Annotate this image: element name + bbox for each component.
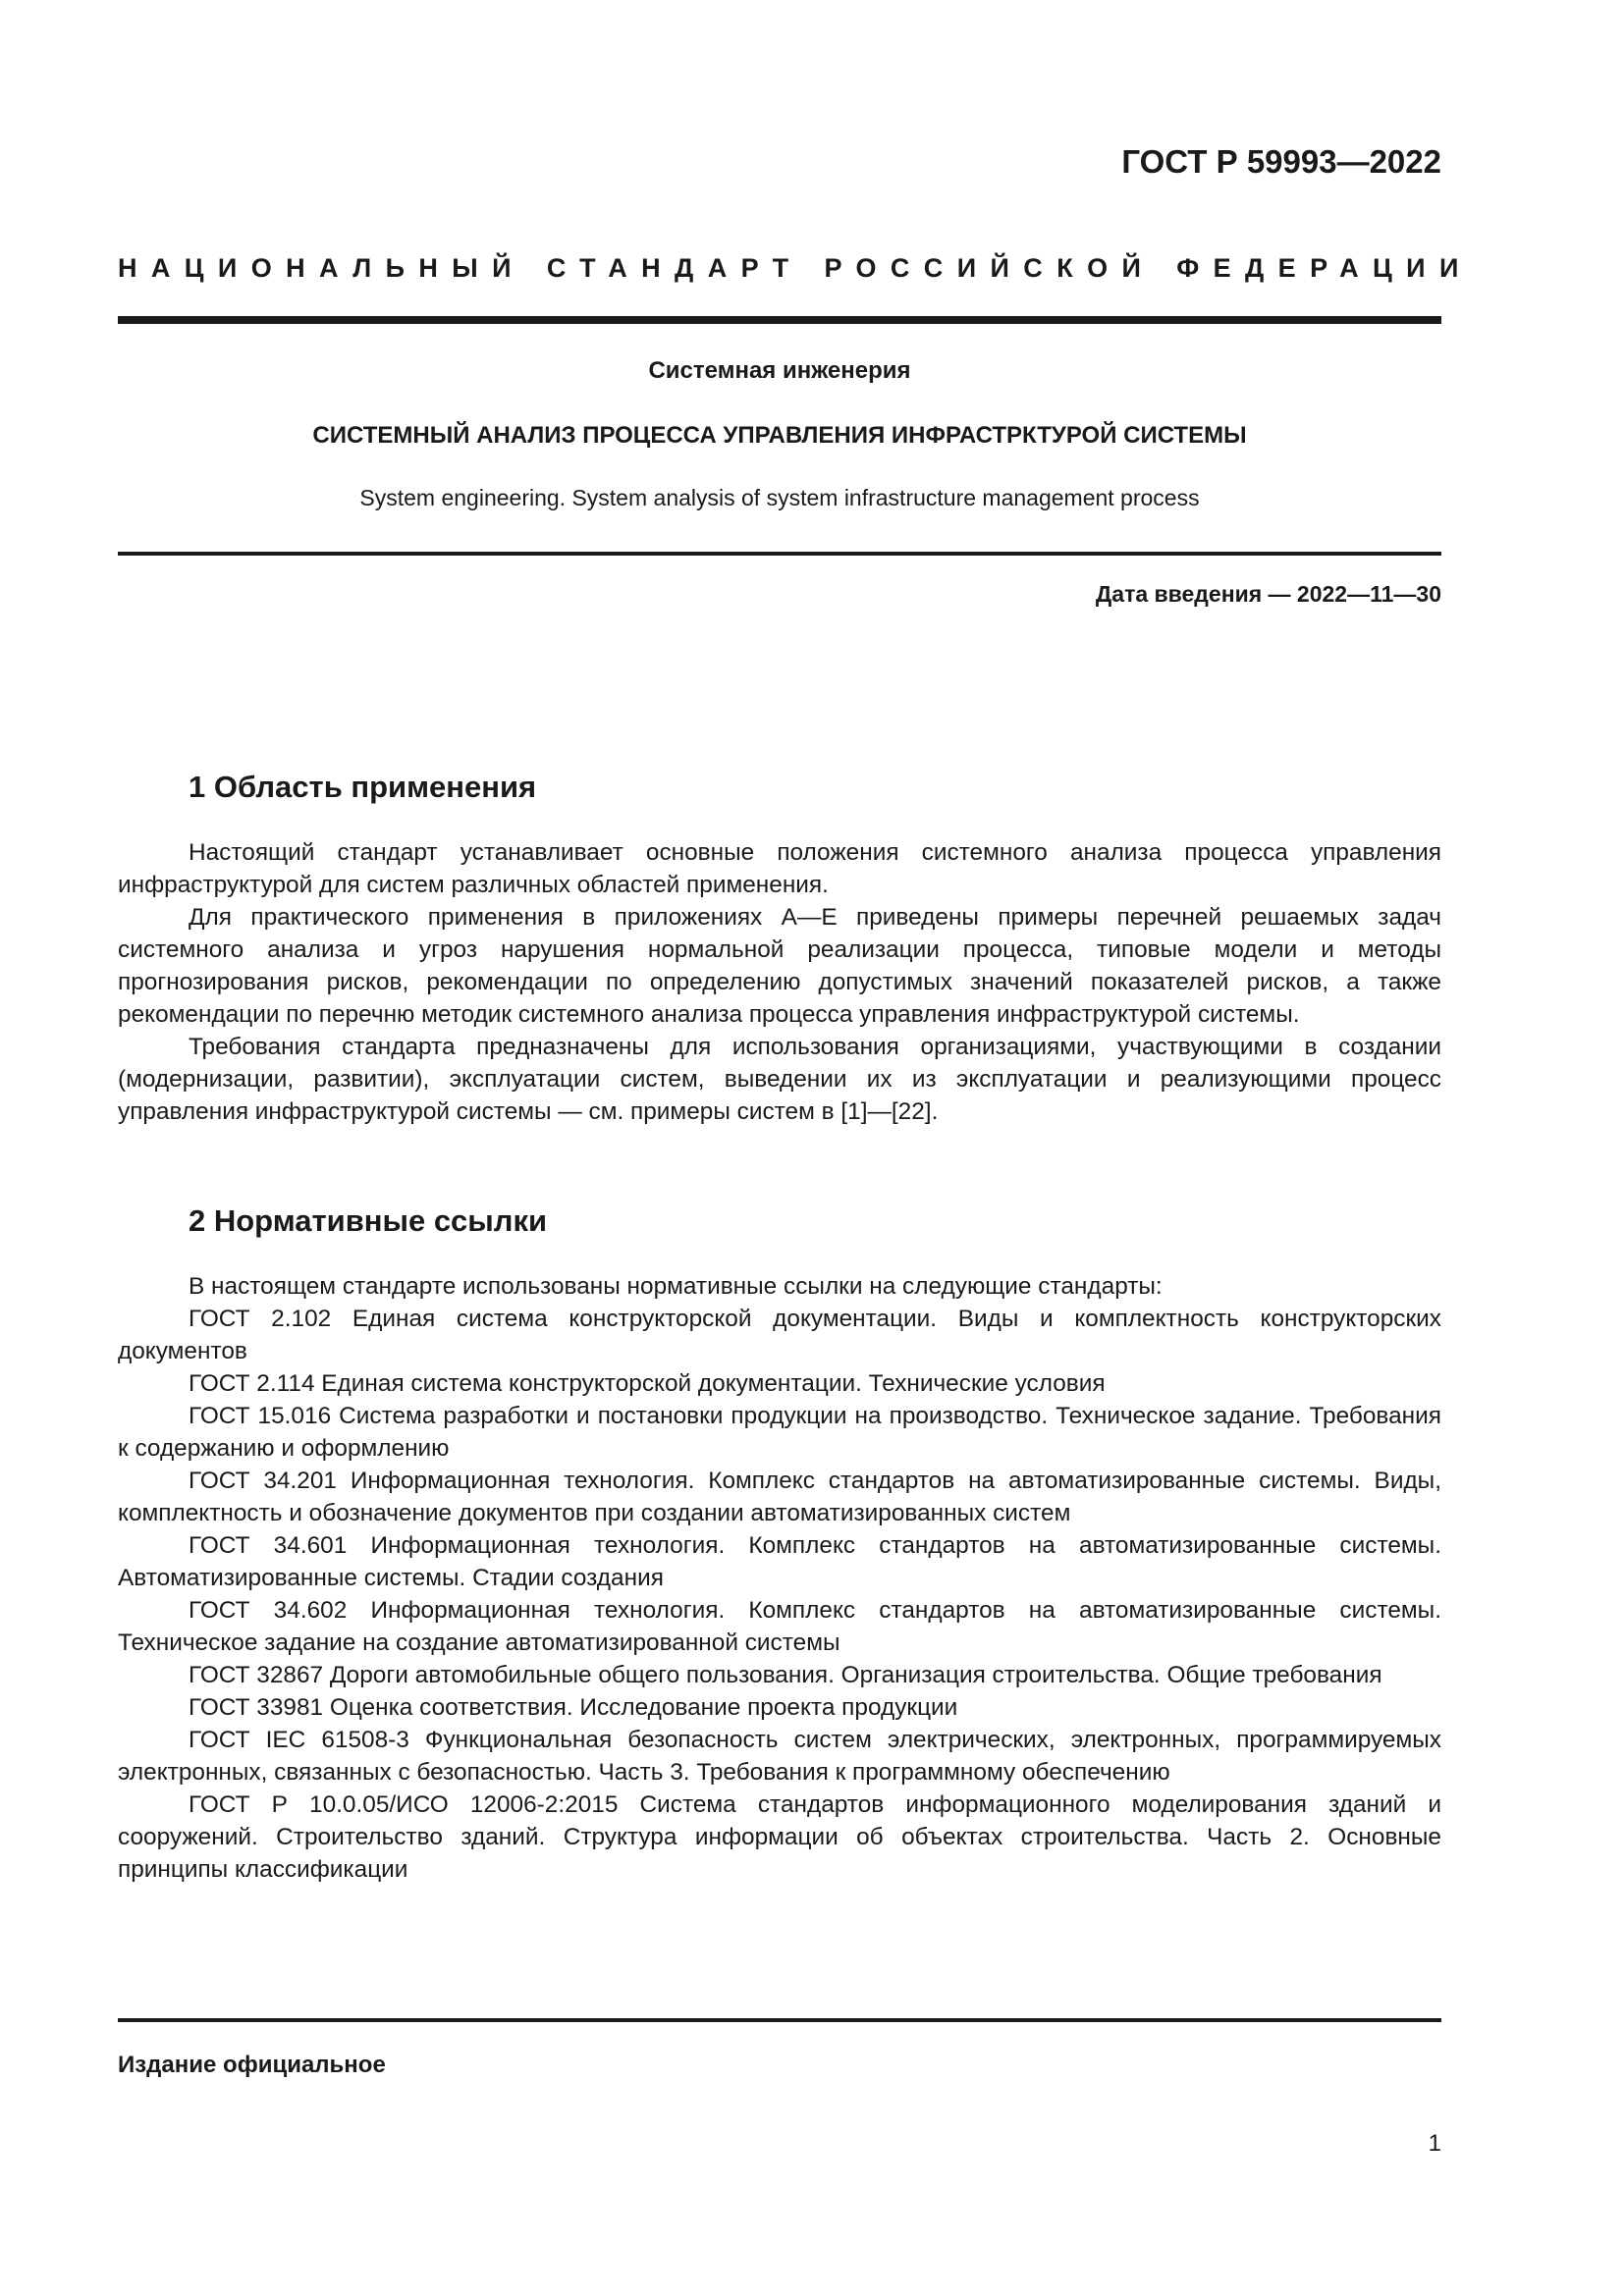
section-heading: 2 Нормативные ссылки — [189, 1203, 548, 1238]
standard-title-ru: СИСТЕМНЫЙ АНАЛИЗ ПРОЦЕССА УПРАВЛЕНИЯ ИНФРАСТРКТУРОЙ СИСТЕМЫ — [312, 422, 1247, 449]
section-body — [118, 836, 1441, 1128]
standard-title-en: System engineering. System analysis of system infrastructure management process — [359, 485, 1200, 510]
reference-entry: ГОСТ Р 10.0.05/ИСО 12006-2:2015 Система стандартов информационного моделирования зданий и сооружений. Строительство зданий. Структура информации об объектах строительства. Часть 2. Основные принципы классификации — [118, 1791, 1441, 1883]
reference-entry: ГОСТ IEC 61508-3 Функциональная безопасность систем электрических, электронных, программируемых электронных, связанных с безопасностью. Часть 3. Требования к программному обеспечению — [118, 1727, 1441, 1786]
reference-entry: ГОСТ 15.016 Система разработки и постановки продукции на производство. Техническое задание. Требования к содержанию и оформлению — [118, 1403, 1441, 1462]
page-number: 1 — [1428, 2130, 1441, 2157]
official-edition-label: Издание официальное — [118, 2052, 386, 2078]
section-scope — [118, 768, 1441, 1128]
title-divider — [118, 552, 1441, 556]
reference-entry: ГОСТ 34.601 Информационная технология. Комплекс стандартов на автоматизированные системы. Автоматизированные системы. Стадии создания — [118, 1532, 1441, 1591]
paragraph: В настоящем стандарте использованы нормативные ссылки на следующие стандарты: — [189, 1273, 1163, 1300]
paragraph: Требования стандарта предназначены для использования организациями, участвующими в создании (модернизации, развитии), эксплуатации систем, выведении их из эксплуатации и реализующими процесс управления инфраструктурой системы — см. примеры систем в [1]—[22]. — [118, 1034, 1441, 1125]
section-heading: 1 Область применения — [189, 770, 537, 804]
paragraph: Для практического применения в приложениях А—Е приведены примеры перечней решаемых задач системного анализа и угроз нарушения нормальной реализации процесса, типовые модели и методы прогнозирования рисков, рекомендации по определению допустимых значений показателей рисков, а также рекомендации по перечню методик системного анализа процесса управления инфраструктурой системы. — [118, 904, 1441, 1028]
reference-entry: ГОСТ 33981 Оценка соответствия. Исследование проекта продукции — [189, 1694, 958, 1721]
reference-entry: ГОСТ 32867 Дороги автомобильные общего пользования. Организация строительства. Общие требования — [189, 1662, 1382, 1688]
reference-entry: ГОСТ 2.102 Единая система конструкторской документации. Виды и комплектность конструкторских документов — [118, 1306, 1441, 1364]
reference-entry: ГОСТ 2.114 Единая система конструкторской документации. Технические условия — [189, 1370, 1106, 1397]
header-divider — [118, 316, 1441, 324]
reference-entry: ГОСТ 34.201 Информационная технология. Комплекс стандартов на автоматизированные системы. Виды, комплектность и обозначение документов при создании автоматизированных систем — [118, 1468, 1441, 1526]
section-normative-references — [118, 1201, 1441, 1886]
reference-entry: ГОСТ 34.602 Информационная технология. Комплекс стандартов на автоматизированные системы. Техническое задание на создание автоматизированной системы — [118, 1597, 1441, 1656]
standard-id: ГОСТ Р 59993—2022 — [1121, 143, 1441, 180]
paragraph: Настоящий стандарт устанавливает основные положения системного анализа процесса управления инфраструктурой для систем различных областей применения. — [118, 839, 1441, 898]
standard-series: Системная инженерия — [648, 357, 911, 384]
section-body — [118, 1270, 1441, 1886]
national-standard-banner: НАЦИОНАЛЬНЫЙ СТАНДАРТ РОССИЙСКОЙ ФЕДЕРАЦИИ — [118, 253, 1473, 283]
footer-divider — [118, 2018, 1441, 2022]
introduction-date: Дата введения — 2022—11—30 — [1095, 581, 1441, 607]
